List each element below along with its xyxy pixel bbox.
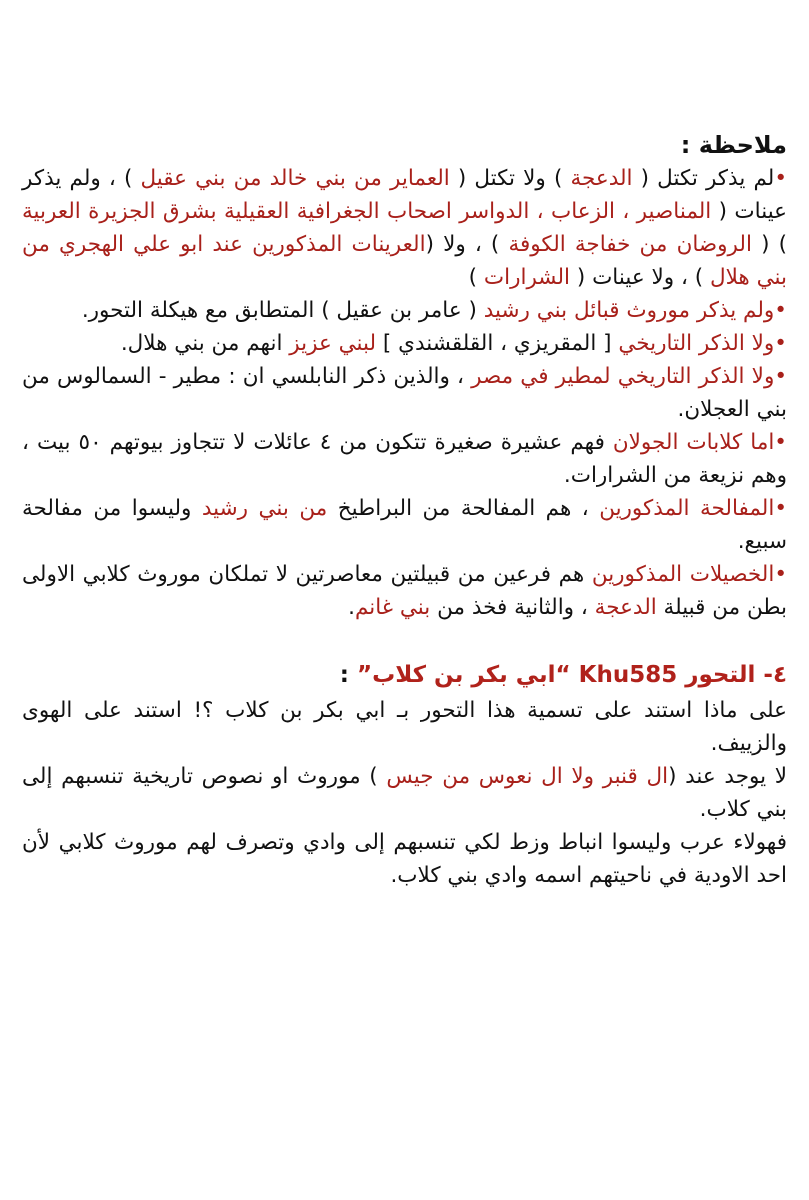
highlighted-text: الشرارات — [483, 265, 571, 290]
text-run: : — [339, 662, 357, 688]
highlighted-text: •اما كلابات الجولان — [612, 430, 787, 455]
text-run: فهولاء عرب وليسوا انباط وزط لكي تنسبهم إلى وادي وتصرف لهم موروث كلابي لأن احد الاودية في ناحيتهم اسمه وادي بني كلاب. — [22, 830, 787, 888]
section-paragraph — [22, 826, 787, 892]
highlighted-text: لبني عزيز — [289, 331, 377, 356]
highlighted-text: المناصير ، الزعاب ، الدواسر اصحاب الجغرافية العقيلية بشرق الجزيرة العربية — [22, 199, 712, 224]
text-run: لم يذكر تكتل ( — [632, 166, 775, 191]
text-run: ) ( — [751, 232, 787, 257]
highlighted-text: بني غانم — [354, 595, 431, 620]
text-run: ) — [468, 265, 484, 290]
highlighted-text: •المفالحة المذكورين — [599, 496, 788, 521]
text-run: على ماذا استند على تسمية هذا التحور بـ ابي بكر بن كلاب ؟! استند على الهوى والزييف. — [22, 698, 787, 756]
highlighted-text: ٤- التحور Khu585 “ابي بكر بن كلاب” — [356, 662, 787, 688]
text-run: وليسوا من مفالحة سبيع. — [22, 496, 787, 554]
text-run: ( عامر بن عقيل ) المتطابق مع هيكلة التحور. — [81, 298, 484, 323]
note-heading: ملاحظة : — [680, 131, 787, 159]
text-run: هم فرعين من قبيلتين معاصرتين لا تملكان موروث كلابي الاولى بطن من قبيلة — [22, 562, 787, 620]
text-run: ) ، ولا عينات ( — [570, 265, 710, 290]
note-paragraph — [22, 327, 787, 360]
highlighted-text: •ولا الذكر التاريخي — [618, 331, 787, 356]
text-run: انهم من بني هلال. — [120, 331, 290, 356]
text-run: ، والثانية فخذ من — [430, 595, 595, 620]
text-run: [ المقريزي ، القلقشندي ] — [376, 331, 619, 356]
section-4-heading — [22, 658, 787, 692]
text-run: ) ، ولا ( — [425, 232, 509, 257]
section-paragraph — [22, 760, 787, 826]
note-body — [22, 162, 787, 624]
text-run: . — [348, 595, 355, 620]
highlighted-text: من بني رشيد — [201, 496, 328, 521]
highlighted-text: •ولا الذكر التاريخي لمطير في مصر — [471, 364, 788, 389]
text-run: ، والذين ذكر النابلسي ان : مطير - السمالوس من بني العجلان. — [22, 364, 787, 422]
note-paragraph — [22, 558, 787, 624]
note-paragraph — [22, 492, 787, 558]
highlighted-text: الدعجة — [594, 595, 657, 620]
section-4-body — [22, 694, 787, 892]
note-paragraph — [22, 294, 787, 327]
section-paragraph — [22, 694, 787, 760]
text-run: ) موروث او نصوص تاريخية تنسبهم إلى بني كلاب. — [22, 764, 787, 822]
text-run: ) ولا تكتل ( — [449, 166, 571, 191]
text-run: ) ، ولم يذكر عينات ( — [22, 166, 788, 224]
highlighted-text: الروضان من خفاجة الكوفة — [508, 232, 752, 257]
text-run: فهم عشيرة صغيرة تتكون من ٤ عائلات لا تتجاوز بيوتهم ٥٠ بيت ، وهم نزيعة من الشرارات. — [22, 430, 787, 488]
highlighted-text: العماير من بني خالد من بني عقيل — [140, 166, 450, 191]
text-run: لا يوجد عند ( — [668, 764, 788, 789]
highlighted-text: الدعجة — [570, 166, 633, 191]
note-paragraph — [22, 360, 787, 426]
note-paragraph — [22, 426, 787, 492]
note-paragraph — [22, 162, 787, 294]
highlighted-text: ال قنبر ولا ال نعوس من جيس — [386, 764, 669, 789]
highlighted-text: العرينات المذكورين عند ابو علي الهجري من بني هلال — [22, 232, 787, 290]
highlighted-text: •ولم يذكر موروث قبائل بني رشيد — [483, 298, 787, 323]
highlighted-text: •الخصيلات المذكورين — [591, 562, 787, 587]
bullet: • — [774, 166, 787, 191]
text-run: ، هم المفالحة من البراطيخ — [327, 496, 600, 521]
